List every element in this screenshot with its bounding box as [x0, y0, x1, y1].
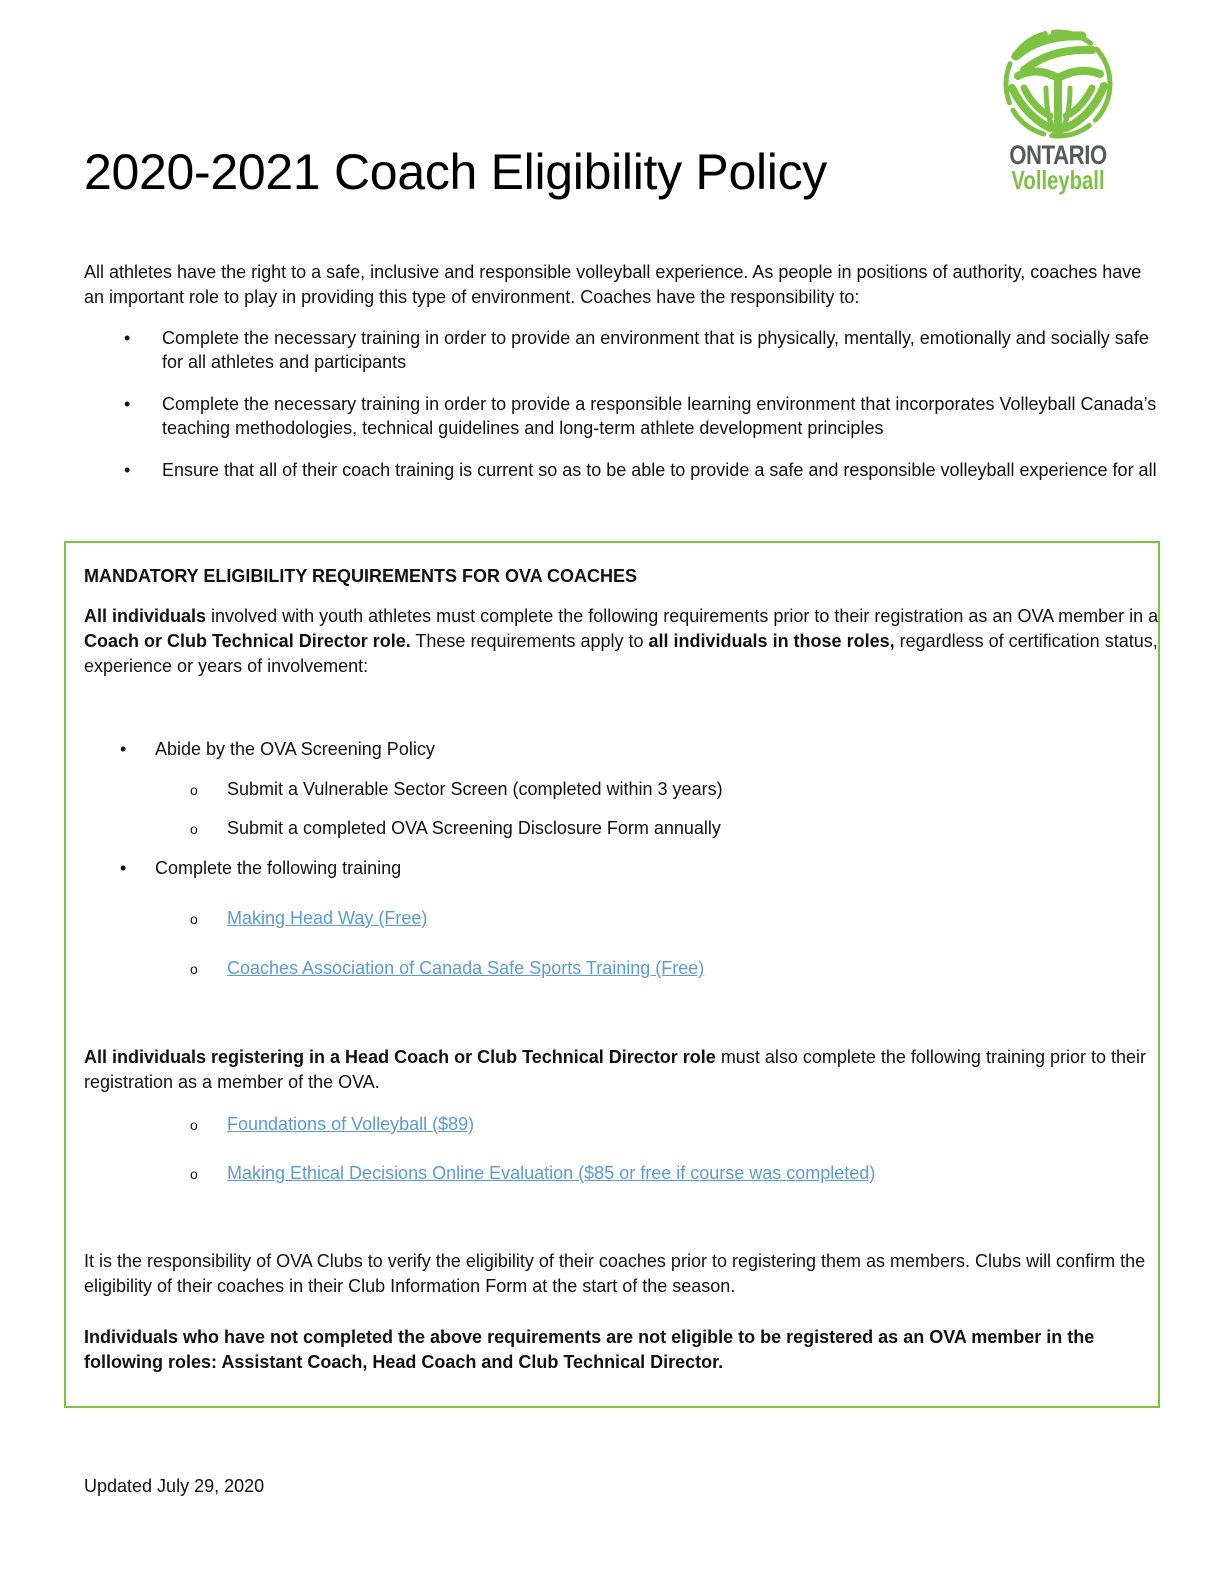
bullet-icon: • — [124, 460, 131, 480]
bold-text: All individuals registering in a Head Coach or Club Technical Director role — [84, 1047, 716, 1067]
head-coach-paragraph — [84, 1045, 1164, 1095]
safe-sports-training-link[interactable]: Coaches Association of Canada Safe Sports Training (Free) — [227, 958, 705, 978]
text: involved with youth athletes must complete the following requirements prior to their registration as an OVA member in a — [206, 606, 1159, 626]
requirement-label: Abide by the OVA Screening Policy — [155, 739, 435, 759]
text: regardless of certification status, experience or years of involvement: — [84, 631, 1158, 676]
bullet-icon: • — [124, 328, 131, 348]
list-item — [84, 326, 1164, 374]
intro-paragraph: All athletes have the right to a safe, inclusive and responsible volleyball experience. As people in positions of authority, coaches have an important role to play in providing this type of environment. Coaches have the responsibility to: — [84, 262, 1142, 307]
bold-text: all individuals in those roles, — [648, 631, 895, 651]
updated-date: Updated July 29, 2020 — [84, 1476, 265, 1496]
circle-bullet-icon: o — [190, 1117, 198, 1133]
logo-text-volleyball: Volleyball — [1011, 165, 1105, 195]
list-item — [84, 458, 1164, 482]
foundations-of-volleyball-link[interactable]: Foundations of Volleyball ($89) — [227, 1114, 475, 1134]
ontario-volleyball-logo — [996, 26, 1120, 198]
circle-bullet-icon: o — [190, 961, 198, 977]
list-item — [84, 392, 1164, 440]
text: These requirements apply to — [410, 631, 649, 651]
bullet-icon: • — [120, 858, 127, 878]
circle-bullet-icon: o — [190, 821, 198, 837]
making-ethical-decisions-link[interactable]: Making Ethical Decisions Online Evaluation ($85 or free if course was completed) — [227, 1163, 876, 1183]
bullet-icon: • — [120, 739, 127, 759]
sub-requirement-label: Submit a completed OVA Screening Disclosure Form annually — [227, 818, 721, 838]
logo-text-ontario: ONTARIO — [1009, 140, 1107, 170]
responsibilities-list — [84, 326, 1164, 500]
circle-bullet-icon: o — [190, 782, 198, 798]
list-item-text: Ensure that all of their coach training is current so as to be able to provide a safe and responsible volleyball experience for all — [162, 460, 1157, 480]
all-individuals-paragraph — [84, 604, 1164, 679]
volleyball-icon — [996, 26, 1120, 144]
text: must also complete the following training prior to their registration as a member of the OVA. — [84, 1047, 1147, 1092]
list-item-text: Complete the necessary training in order to provide a responsible learning environment that incorporates Volleyball Canada’s teaching methodologies, technical guidelines and long-term athlete development principles — [162, 394, 1157, 438]
circle-bullet-icon: o — [190, 911, 198, 927]
bullet-icon: • — [124, 394, 131, 414]
list-item-text: Complete the necessary training in order to provide an environment that is physically, mentally, emotionally and socially safe for all athletes and participants — [162, 328, 1149, 372]
bold-text: All individuals — [84, 606, 207, 626]
club-responsibility-paragraph: It is the responsibility of OVA Clubs to verify the eligibility of their coaches prior to registering them as members. Clubs will confirm the eligibility of their coaches in their Club Information Form at the start of the season. — [84, 1251, 1146, 1296]
requirement-label: Complete the following training — [155, 858, 402, 878]
requirements-heading: MANDATORY ELIGIBILITY REQUIREMENTS FOR OVA COACHES — [84, 566, 638, 586]
bold-text: Coach or Club Technical Director role. — [84, 631, 411, 651]
circle-bullet-icon: o — [190, 1166, 198, 1182]
not-eligible-paragraph: Individuals who have not completed the above requirements are not eligible to be registered as an OVA member in the following roles: Assistant Coach, Head Coach and Club Technical Director. — [84, 1327, 1095, 1372]
sub-requirement-label: Submit a Vulnerable Sector Screen (completed within 3 years) — [227, 779, 723, 799]
making-head-way-link[interactable]: Making Head Way (Free) — [227, 908, 428, 928]
page-title: 2020-2021 Coach Eligibility Policy — [84, 144, 827, 200]
